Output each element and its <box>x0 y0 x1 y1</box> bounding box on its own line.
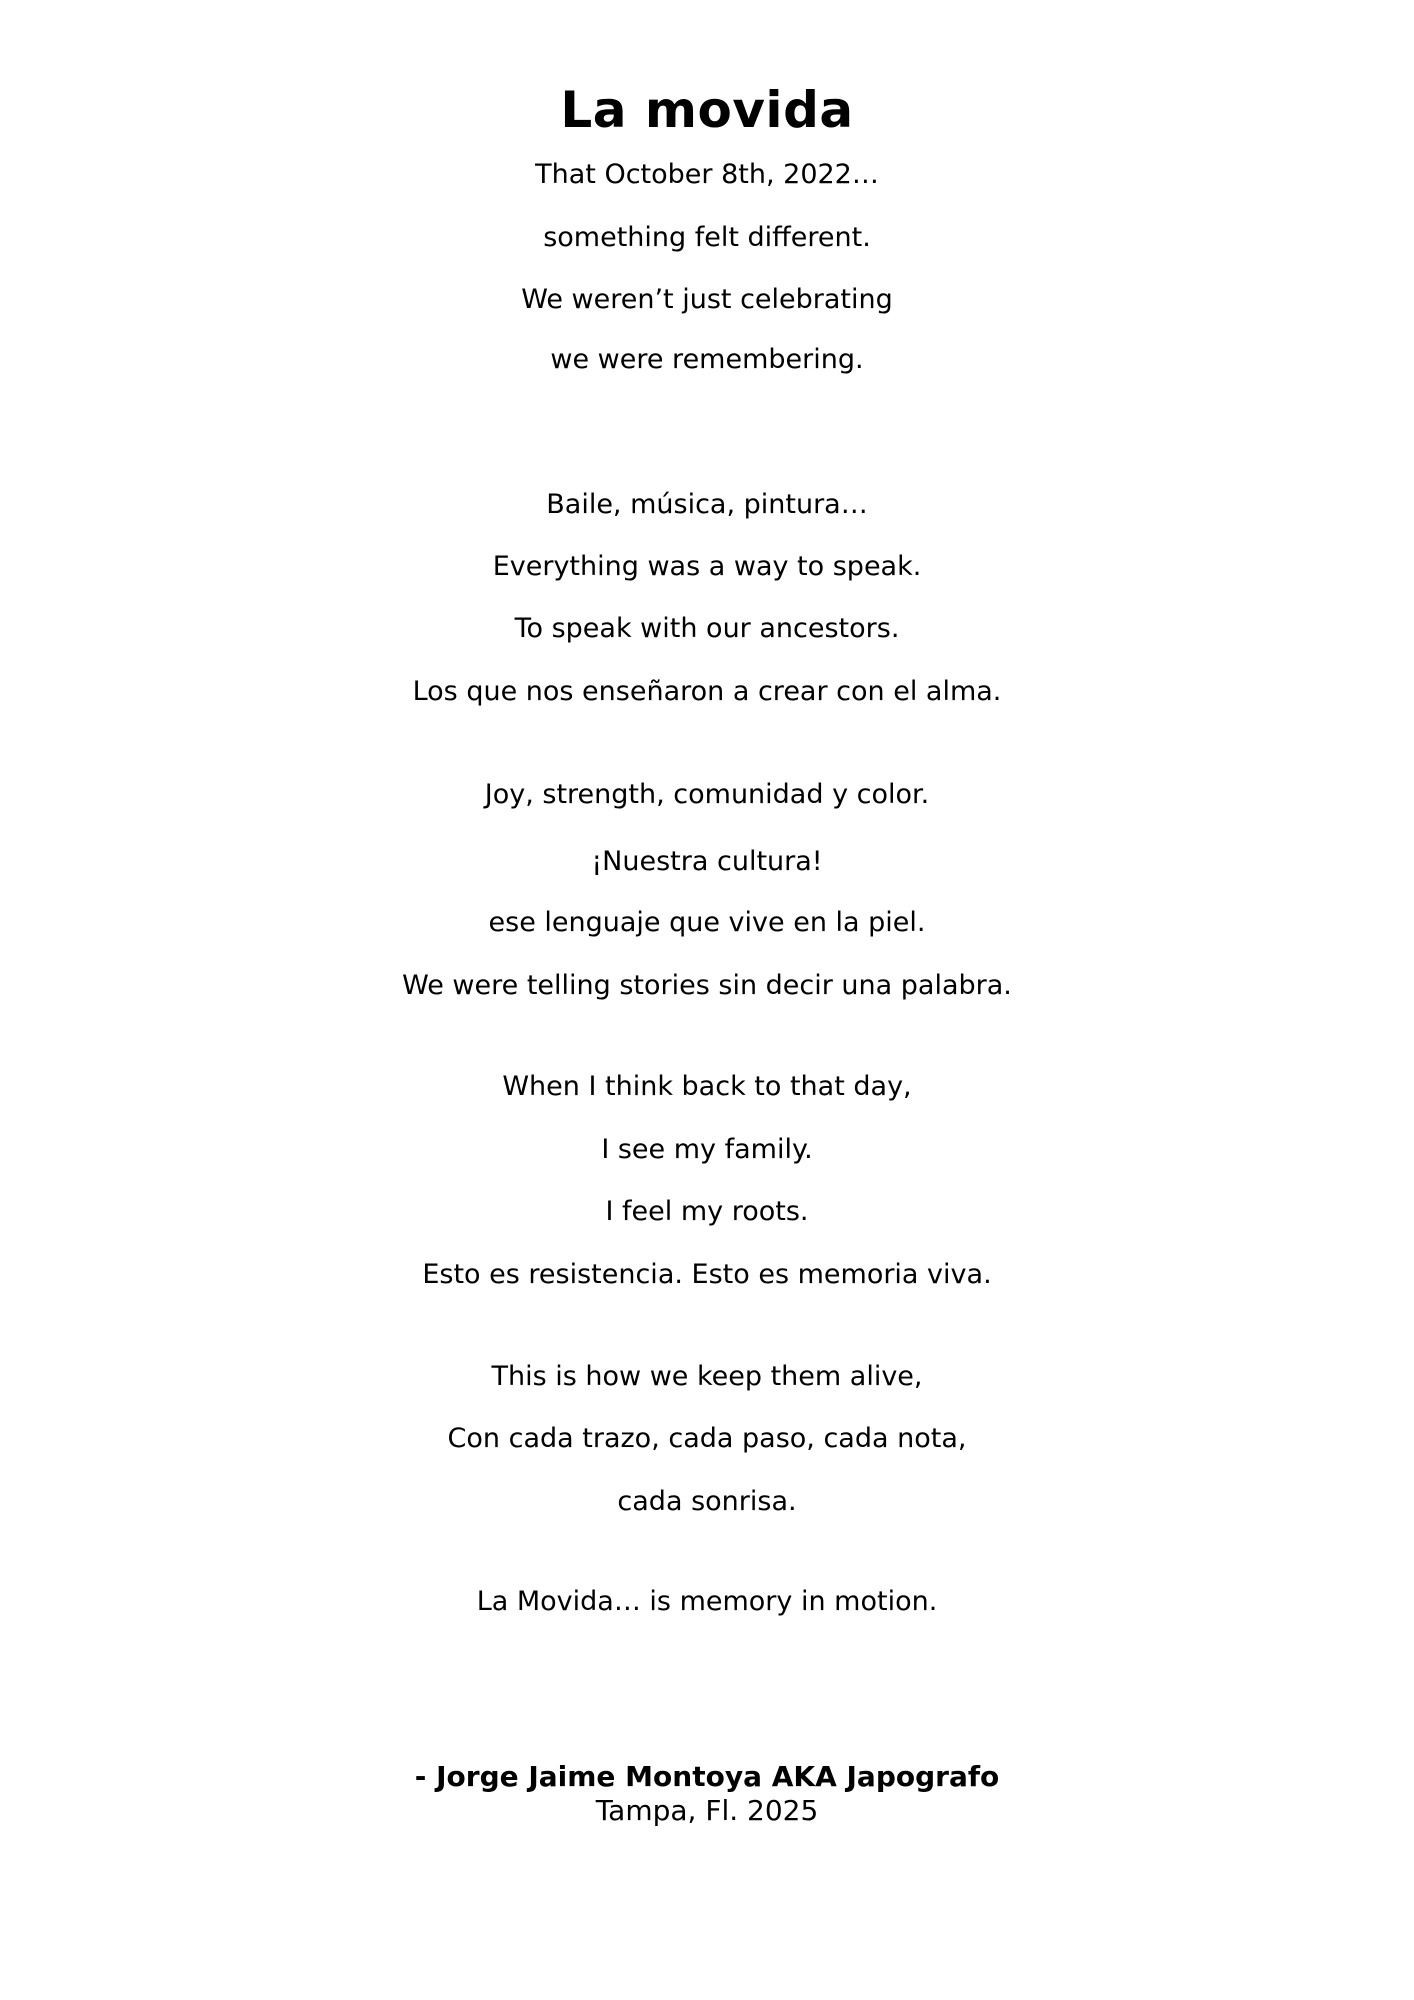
poem-line: ese lenguaje que vive en la piel. <box>488 907 926 938</box>
author-signature: - Jorge Jaime Montoya AKA Japografo <box>414 1760 1000 1793</box>
poem-line: We weren’t just celebrating <box>521 284 893 315</box>
poem-line: That October 8th, 2022… <box>535 159 879 190</box>
poem-line: Con cada trazo, cada paso, cada nota, <box>447 1423 967 1454</box>
poem-line: This is how we keep them alive, <box>491 1361 923 1392</box>
place-date: Tampa, Fl. 2025 <box>595 1794 819 1827</box>
poem-line: La Movida… is memory in motion. <box>476 1586 938 1617</box>
poem-line: Everything was a way to speak. <box>492 551 922 582</box>
poem-line: To speak with our ancestors. <box>514 613 900 644</box>
poem-line: I feel my roots. <box>605 1196 809 1227</box>
poem-line: cada sonrisa. <box>617 1486 797 1517</box>
poem-line: We were telling stories sin decir una palabra. <box>402 970 1012 1001</box>
poem-line: Baile, música, pintura… <box>546 489 868 520</box>
poem-title: La movida <box>560 81 854 139</box>
poem-line: we were remembering. <box>550 344 864 375</box>
poem-line: something felt different. <box>543 222 871 253</box>
poem-line: Esto es resistencia. Esto es memoria viva. <box>422 1259 992 1290</box>
poem-line: Los que nos enseñaron a crear con el alma. <box>412 676 1002 707</box>
poem-line: When I think back to that day, <box>502 1071 912 1102</box>
poem-line: ¡Nuestra cultura! <box>591 846 823 877</box>
poem-line: I see my family. <box>601 1134 813 1165</box>
poem-line: Joy, strength, comunidad y color. <box>484 779 930 810</box>
